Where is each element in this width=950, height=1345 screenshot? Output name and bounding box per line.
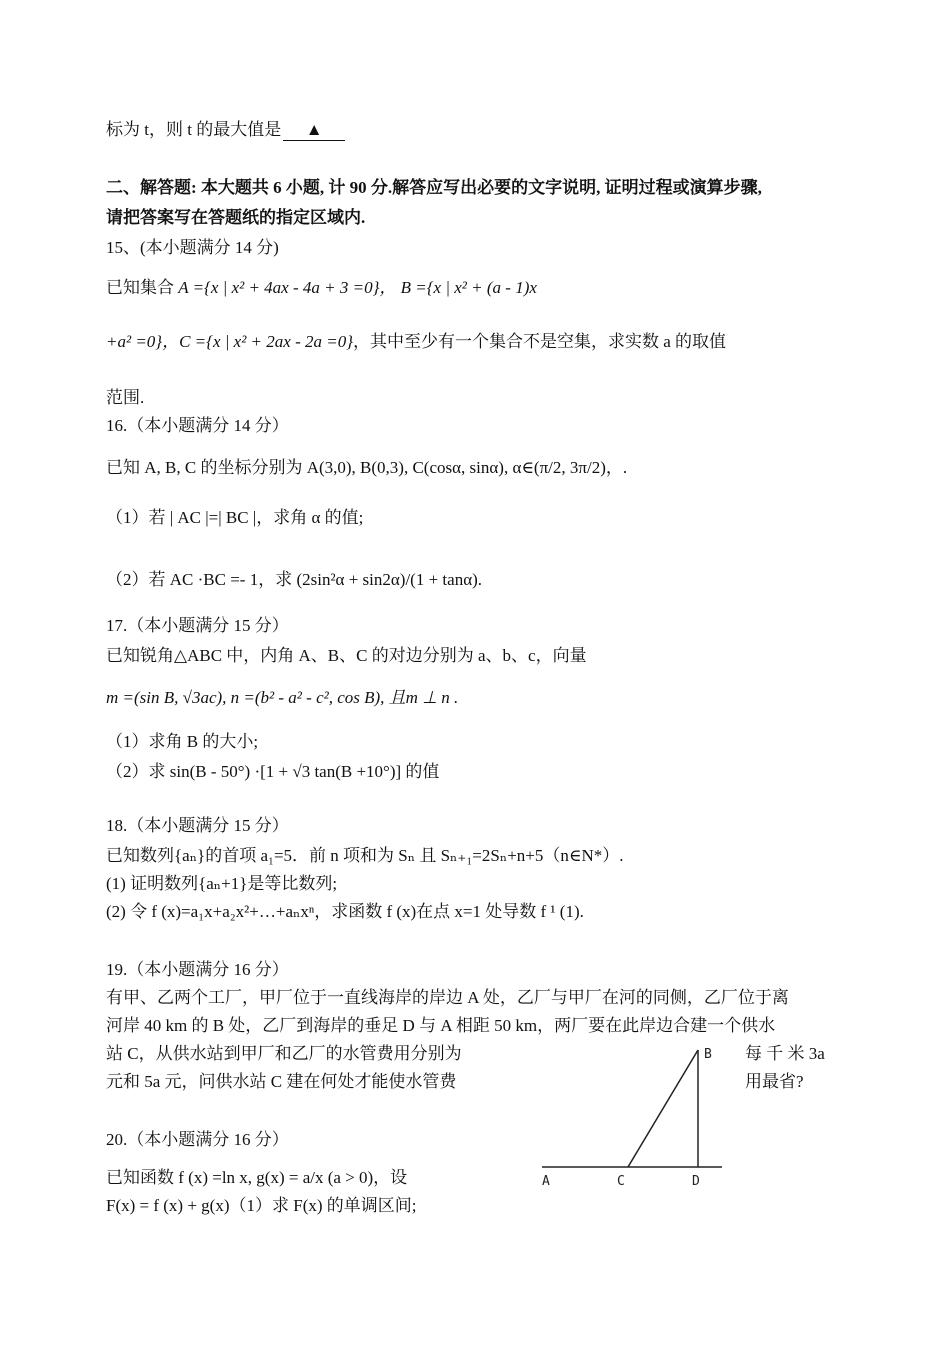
q20-line1: 已知函数 f (x) =ln x, g(x) = a/x (a > 0)，设 [106, 1168, 408, 1187]
q15-line3: 范围. [106, 388, 145, 407]
q19-line3-left: 站 C，从供水站到甲厂和乙厂的水管费用分别为 [106, 1044, 462, 1063]
q17-part2: （2）求 sin(B - 50°) ·[1 + √3 tan(B +10°)] 的值 [106, 762, 440, 781]
section-header-line1: 二、解答题: 本大题共 6 小题, 计 90 分.解答应写出必要的文字说明, 证明过程或演算步骤, [106, 178, 762, 197]
q18-heading: 18.（本小题满分 15 分） [106, 816, 289, 835]
q16-given: 已知 A, B, C 的坐标分别为 A(3,0), B(0,3), C(cosα, sinα), α∈(π/2, 3π/2)，. [106, 458, 628, 477]
q19-line1: 有甲、乙两个工厂，甲厂位于一直线海岸的岸边 A 处，乙厂与甲厂在河的同侧，乙厂位于离 [106, 988, 789, 1007]
q17-heading: 17.（本小题满分 15 分） [106, 616, 289, 635]
prev-question-tail: 标为 t，则 t 的最大值是 ▲ [106, 120, 345, 141]
label-a: A [542, 1174, 550, 1189]
q16-heading: 16.（本小题满分 14 分） [106, 416, 289, 435]
q15-heading: 15、(本小题满分 14 分) [106, 238, 279, 257]
label-b: B [704, 1047, 712, 1062]
q19-figure [530, 1040, 730, 1190]
q18-given: 已知数列{aₙ}的首项 a₁=5．前 n 项和为 Sₙ 且 Sₙ₊₁=2Sₙ+n+5（n∈N*）. [106, 846, 624, 865]
q19-line4-right: 用最省? [745, 1072, 804, 1091]
q16-part2: （2）若 AC ·BC =- 1，求 (2sin²α + sin2α)/(1 + tanα). [106, 570, 483, 589]
label-d: D [692, 1174, 700, 1189]
q19-line4-left: 元和 5a 元，问供水站 C 建在何处才能使水管费 [106, 1072, 457, 1091]
q16-part1: （1）若 | AC |=| BC |，求角 α 的值; [106, 508, 364, 527]
q15-line2: +a² =0}，C ={x | x² + 2ax - 2a =0}，其中至少有一个集合不是空集，求实数 a 的取值 [106, 332, 727, 351]
section-header-line2: 请把答案写在答题纸的指定区域内. [106, 208, 366, 227]
q20-heading: 20.（本小题满分 16 分） [106, 1130, 289, 1149]
label-c: C [617, 1174, 625, 1189]
answer-blank: ▲ [283, 120, 345, 141]
q20-line2: F(x) = f (x) + g(x)（1）求 F(x) 的单调区间; [106, 1196, 417, 1215]
q17-vectors: m =(sin B, √3ac), n =(b² - a² - c², cos B), 且m ⊥ n . [106, 688, 459, 707]
q17-part1: （1）求角 B 的大小; [106, 732, 259, 751]
q17-given: 已知锐角△ABC 中，内角 A、B、C 的对边分别为 a、b、c，向量 [106, 646, 587, 665]
q19-line3-right: 每 千 米 3a [745, 1044, 825, 1063]
q19-heading: 19.（本小题满分 16 分） [106, 960, 289, 979]
q15-set-b: B ={x | x² + (a - 1)x [400, 278, 537, 297]
q18-part1: (1) 证明数列{aₙ+1}是等比数列; [106, 874, 338, 893]
q15-set-a: A ={x | x² + 4ax - 4a + 3 =0}， [178, 278, 397, 297]
q19-line2: 河岸 40 km 的 B 处，乙厂到海岸的垂足 D 与 A 相距 50 km，两厂要在此岸边合建一个供水 [106, 1016, 776, 1035]
q15-line1: 已知集合 A ={x | x² + 4ax - 4a + 3 =0}， B ={x | x² + (a - 1)x [106, 278, 537, 297]
q18-part2: (2) 令 f (x)=a₁x+a₂x²+…+aₙxⁿ，求函数 f (x)在点 x=1 处导数 f ¹ (1). [106, 902, 584, 921]
segment-cb [628, 1050, 698, 1167]
